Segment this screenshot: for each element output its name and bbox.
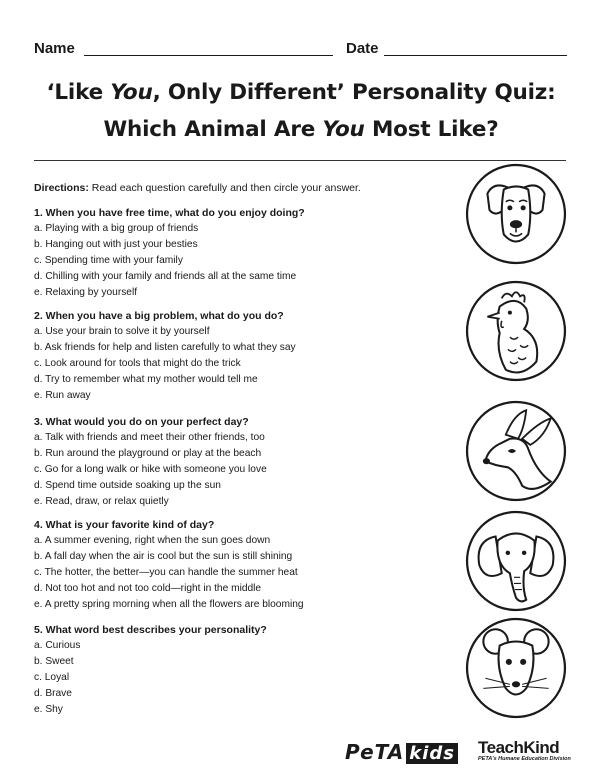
answer-option[interactable]: d. Brave xyxy=(34,688,72,699)
question-title: 3. What would you do on your perfect day? xyxy=(34,416,249,428)
answer-option[interactable]: a. Talk with friends and meet their other friends, too xyxy=(34,432,265,443)
answer-option[interactable]: b. Run around the playground or play at the beach xyxy=(34,448,262,459)
question-5 xyxy=(34,622,434,718)
answer-option[interactable]: d. Not too hot and not too cold—right in the middle xyxy=(34,583,262,594)
teachkind-logo: TeachKind PETA's Humane Education Division xyxy=(478,738,571,762)
answer-option[interactable]: c. Spending time with your family xyxy=(34,255,183,266)
answer-option[interactable]: c. Look around for tools that might do the trick xyxy=(34,358,241,369)
answer-option[interactable]: a. A summer evening, right when the sun goes down xyxy=(34,535,271,546)
directions-label: Directions: xyxy=(34,182,89,194)
elephant-icon xyxy=(465,510,567,612)
answer-option[interactable]: a. Playing with a big group of friends xyxy=(34,223,199,234)
date-field[interactable] xyxy=(384,55,567,56)
date-label: Date xyxy=(346,40,379,57)
answer-option[interactable]: c. The hotter, the better—you can handle the summer heat xyxy=(34,567,298,578)
answer-option[interactable]: d. Spend time outside soaking up the sun xyxy=(34,480,221,491)
question-3 xyxy=(34,414,434,510)
question-1 xyxy=(34,205,434,301)
answer-option[interactable]: c. Loyal xyxy=(34,672,70,683)
name-label: Name xyxy=(34,40,75,57)
answer-option[interactable]: a. Curious xyxy=(34,640,81,651)
deer-icon xyxy=(465,400,567,502)
directions-text: Read each question carefully and then circle your answer. xyxy=(88,182,361,194)
answer-option[interactable]: c. Go for a long walk or hike with someone you love xyxy=(34,464,267,475)
page-title-line1: ‘Like You, Only Different’ Personality Quiz: xyxy=(46,80,556,105)
answer-option[interactable]: b. A fall day when the air is cool but the sun is still shining xyxy=(34,551,293,562)
chicken-icon xyxy=(465,280,567,382)
answer-option[interactable]: e. A pretty spring morning when all the flowers are blooming xyxy=(34,599,304,610)
answer-option[interactable]: e. Relaxing by yourself xyxy=(34,287,138,298)
answer-option[interactable]: b. Hanging out with just your besties xyxy=(34,239,198,250)
answer-option[interactable]: b. Ask friends for help and listen carefully to what they say xyxy=(34,342,296,353)
answer-option[interactable]: e. Run away xyxy=(34,390,91,401)
name-field[interactable] xyxy=(84,55,333,56)
directions xyxy=(34,182,361,194)
rat-icon xyxy=(465,617,567,719)
question-2 xyxy=(34,308,434,404)
peta-kids-logo: PeTA kids xyxy=(345,740,458,764)
answer-option[interactable]: a. Use your brain to solve it by yourself xyxy=(34,326,210,337)
title-divider xyxy=(34,160,566,161)
answer-option[interactable]: d. Chilling with your family and friends all at the same time xyxy=(34,271,297,282)
answer-option[interactable]: b. Sweet xyxy=(34,656,74,667)
question-title: 4. What is your favorite kind of day? xyxy=(34,519,215,531)
question-4 xyxy=(34,517,434,613)
question-title: 5. What word best describes your personality? xyxy=(34,624,267,636)
answer-option[interactable]: d. Try to remember what my mother would tell me xyxy=(34,374,258,385)
answer-option[interactable]: e. Shy xyxy=(34,704,63,715)
answer-option[interactable]: e. Read, draw, or relax quietly xyxy=(34,496,169,507)
question-title: 1. When you have free time, what do you enjoy doing? xyxy=(34,207,305,219)
question-title: 2. When you have a big problem, what do you do? xyxy=(34,310,284,322)
page-title-line2: Which Animal Are You Most Like? xyxy=(103,117,499,142)
dog-icon xyxy=(465,163,567,265)
